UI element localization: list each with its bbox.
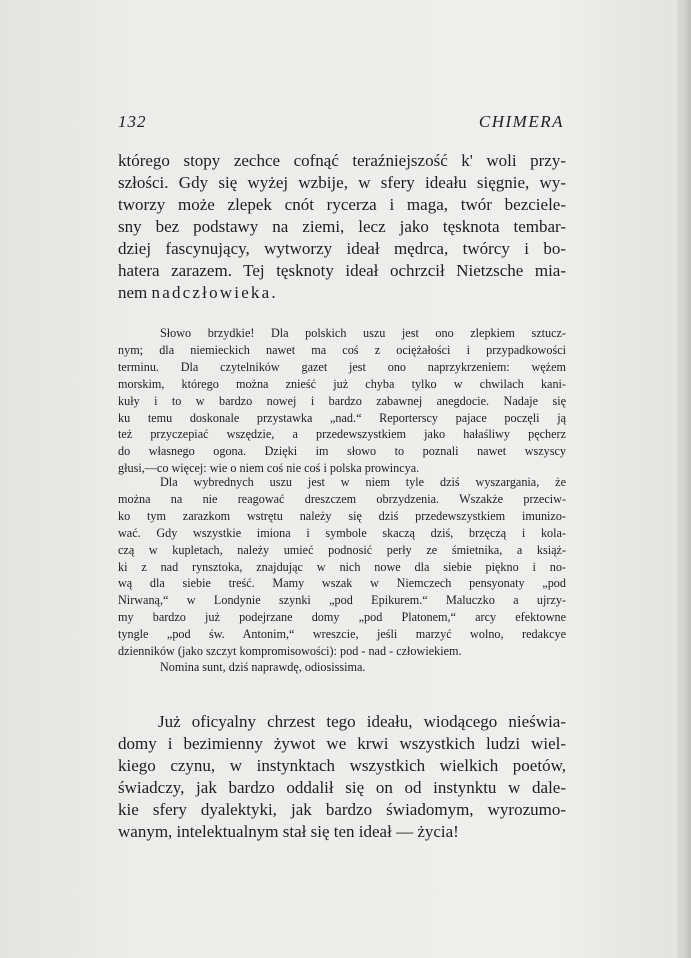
text-line: szłości. Gdy się wyżej wzbije, w sfery ideału sięgnie, wy- [118, 173, 566, 192]
text-line: Nirwaną,“ w Londynie szynki „pod Epikurem.“ Maluczko a ujrzy- [118, 593, 566, 608]
text-line: hatera zarazem. Tej tęsknoty ideał ochrzcił Nietzsche mia- [118, 261, 566, 280]
main-paragraph-bottom [118, 711, 566, 843]
text-line: morskim, którego można znieść już chyba tylko w chwilach kani- [118, 376, 566, 391]
text-line: można na nie reagować dreszczem obrzydzenia. Wszakże przeciw- [118, 491, 566, 506]
text-line: głusi,—co więcej: wie o niem coś nie coś i polska prowincya. [118, 461, 420, 476]
text-line: wanym, intelektualnym stał się ten ideał — życia! [118, 822, 459, 841]
text-line: wą dla siebie treść. Mamy wszak w Niemczech pensyonaty „pod [118, 576, 566, 591]
running-title: CHIMERA [478, 112, 564, 131]
page-edge [677, 0, 691, 958]
text-line: Słowo brzydkie! Dla polskich uszu jest ono zlepkiem sztucz- [160, 326, 566, 340]
text-line: czą w kupletach, należy umieć podnosić perły ze śmietnika, a książ- [118, 542, 566, 557]
text-line: sny bez podstawy na ziemi, lecz jako tęsknota tembar- [118, 217, 566, 236]
text-line: wać. Gdy wszystkie imiona i symbole skaczą dziś, brzęczą i kola- [118, 525, 566, 540]
text-line: kiego czynu, w instynktach wszystkich wielkich poetów, [118, 756, 566, 775]
text-line: ki z nad rynsztoka, znajdując w nich nowe dla siebie piękno i no- [118, 559, 566, 574]
text-line: świadczy, jak bardzo oddalił się on od instynktu w dale- [118, 778, 566, 797]
text-line: też przyczepiać wszędzie, a przedewszystkiem jako hałaśliwy pęcherz [118, 427, 566, 442]
text-line: domy i bezimienny żywot we krwi wszystkich ludzi wiel- [118, 734, 566, 753]
text-line: kie sfery dyalektyki, jak bardzo świadomym, wyrozumo- [118, 800, 566, 819]
text-line: ku temu doskonale przystawka „nad.“ Reporterscy pajace poczęli ją [118, 410, 566, 425]
running-header [118, 112, 564, 136]
text-line: Już oficyalny chrzest tego ideału, wiodącego nieświa- [158, 712, 566, 731]
text-line [118, 282, 566, 304]
spaced-word: nadczłowieka. [151, 283, 278, 302]
text-line: my bardzo już podejrzane domy „pod Platonem,“ arcy efektowne [118, 610, 566, 625]
text-line: nym; dla niemieckich nawet ma coś z ociężałości i przypadkowości [118, 342, 566, 357]
text-line: tyngle „pod św. Antonim,“ wreszcie, jeśli marzyć wolno, redakcye [118, 627, 566, 642]
text-line: kuły i to w bardzo nowej i bardzo zabawnej anegdocie. Nadaje się [118, 393, 566, 408]
text-line: dzienników (jako szczyt kompromisowości): pod - nad - człowiekiem. [118, 644, 462, 659]
text-line: terminu. Dla czytelników gazet jest ono naprzykrzeniem: wężem [118, 359, 566, 374]
text-line: którego stopy zechce cofnąć teraźniejszość k' woli przy- [118, 151, 566, 170]
text-line: ko tym zarazkom wstrętu należy się dziś przedewszystkiem imunizo- [118, 508, 566, 523]
text-line: Nomina sunt, dziś naprawdę, odiosissima. [160, 660, 366, 674]
note-paragraph [118, 325, 566, 477]
text-line: do własnego ogona. Dzięki im słowo to poznali nawet wszyscy [118, 444, 566, 459]
text-line: tworzy może zlepek cnót rycerza i maga, twór bezciele- [118, 195, 566, 214]
page-number: 132 [118, 112, 147, 131]
text-line: Dla wybrednych uszu jest w niem tyle dziś wyszargania, że [160, 475, 566, 489]
text-fragment: nem [118, 283, 152, 302]
note-paragraph [118, 474, 566, 660]
note-paragraph [118, 659, 566, 676]
text-line: dziej fascynujący, wytworzy ideał mędrca, twórcy i bo- [118, 239, 566, 258]
main-paragraph-top [118, 150, 566, 304]
